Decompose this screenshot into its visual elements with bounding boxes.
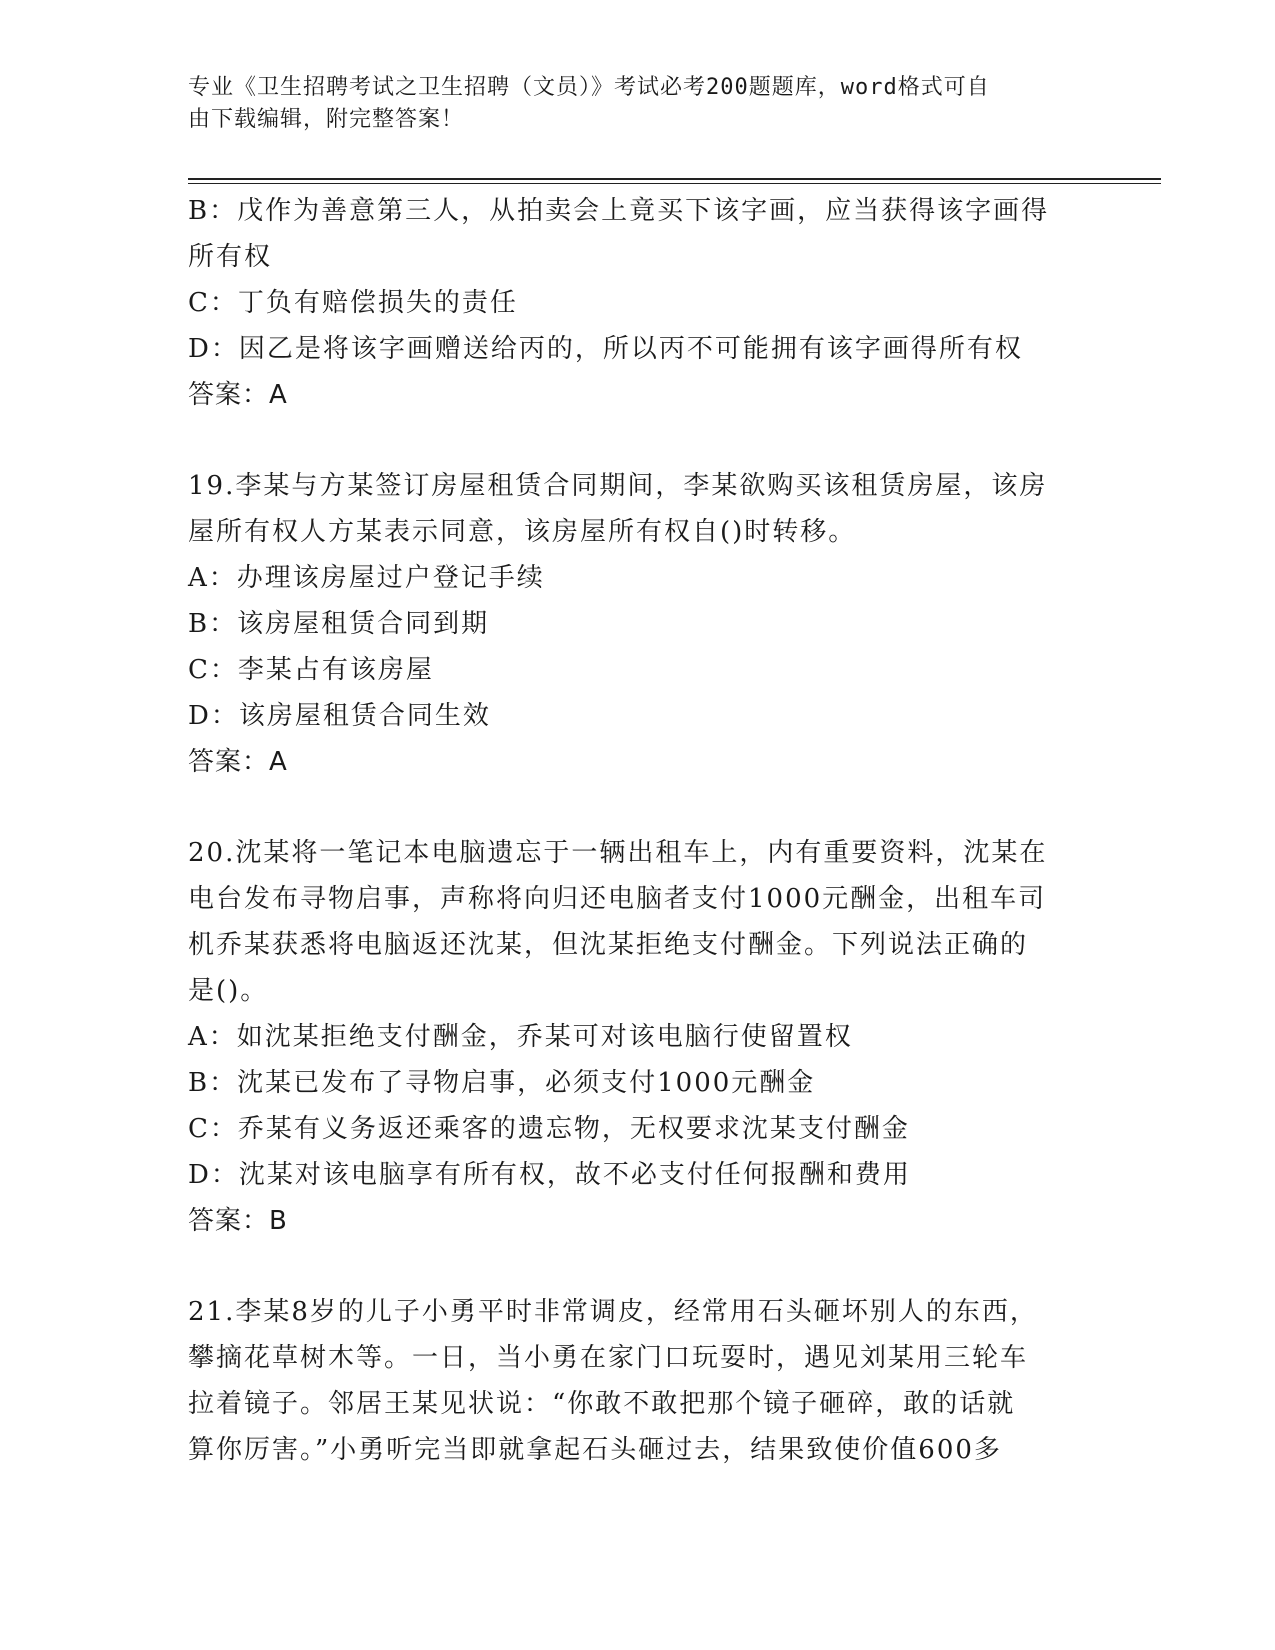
question-stem: 电台发布寻物启事，声称将向归还电脑者支付1000元酬金，出租车司 <box>188 884 1047 914</box>
document-header <box>188 72 1078 136</box>
question-stem: 机乔某获悉将电脑返还沈某，但沈某拒绝支付酬金。下列说法正确的 <box>188 930 1029 960</box>
option-c: C：李某占有该房屋 <box>188 655 434 685</box>
option-a: A：如沈某拒绝支付酬金，乔某可对该电脑行使留置权 <box>188 1022 853 1052</box>
header-rule <box>188 178 1161 180</box>
question-block-19 <box>188 463 1088 785</box>
question-stem: 攀摘花草树木等。一日，当小勇在家门口玩耍时，遇见刘某用三轮车 <box>188 1343 1029 1373</box>
answer-line: 答案：B <box>188 1206 288 1236</box>
question-stem: 屋所有权人方某表示同意，该房屋所有权自()时转移。 <box>188 517 857 547</box>
question-stem: 拉着镜子。邻居王某见状说：“你敢不敢把那个镜子砸碎，敢的话就 <box>188 1389 1016 1419</box>
option-c: C：乔某有义务返还乘客的遗忘物，无权要求沈某支付酬金 <box>188 1114 910 1144</box>
option-b: B：该房屋租赁合同到期 <box>188 609 490 639</box>
option-d: D：沈某对该电脑享有所有权，故不必支付任何报酬和费用 <box>188 1160 911 1190</box>
question-stem: 算你厉害。”小勇听完当即就拿起石头砸过去，结果致使价值600多 <box>188 1435 1002 1465</box>
header-line: 由下载编辑，附完整答案！ <box>188 107 465 132</box>
question-stem: 20.沈某将一笔记本电脑遗忘于一辆出租车上，内有重要资料，沈某在 <box>188 838 1048 868</box>
question-block-21 <box>188 1289 1088 1473</box>
document-body <box>188 188 1088 1473</box>
option-d: D：该房屋租赁合同生效 <box>188 701 491 731</box>
question-stem: 21.李某8岁的儿子小勇平时非常调皮，经常用石头砸坏别人的东西， <box>188 1297 1038 1327</box>
spacer <box>188 1244 1088 1289</box>
question-stem: 是()。 <box>188 976 269 1006</box>
header-line: 专业《卫生招聘考试之卫生招聘（文员）》考试必考200题题库，word格式可自 <box>188 75 990 100</box>
option-d: D：因乙是将该字画赠送给丙的，所以丙不可能拥有该字画得所有权 <box>188 334 1023 364</box>
option-b: B：戊作为善意第三人，从拍卖会上竟买下该字画，应当获得该字画得 <box>188 196 1050 226</box>
answer-line: 答案：A <box>188 747 288 777</box>
option-a: A：办理该房屋过户登记手续 <box>188 563 545 593</box>
option-b: B：沈某已发布了寻物启事，必须支付1000元酬金 <box>188 1068 816 1098</box>
option-c: C：丁负有赔偿损失的责任 <box>188 288 518 318</box>
spacer <box>188 418 1088 463</box>
question-block-20 <box>188 830 1088 1244</box>
header-rule-thin <box>188 183 1161 184</box>
answer-line: 答案：A <box>188 380 288 410</box>
option-b-continued: 所有权 <box>188 242 273 272</box>
question-block-previous <box>188 188 1088 418</box>
question-stem: 19.李某与方某签订房屋租赁合同期间，李某欲购买该租赁房屋，该房 <box>188 471 1048 501</box>
spacer <box>188 785 1088 830</box>
